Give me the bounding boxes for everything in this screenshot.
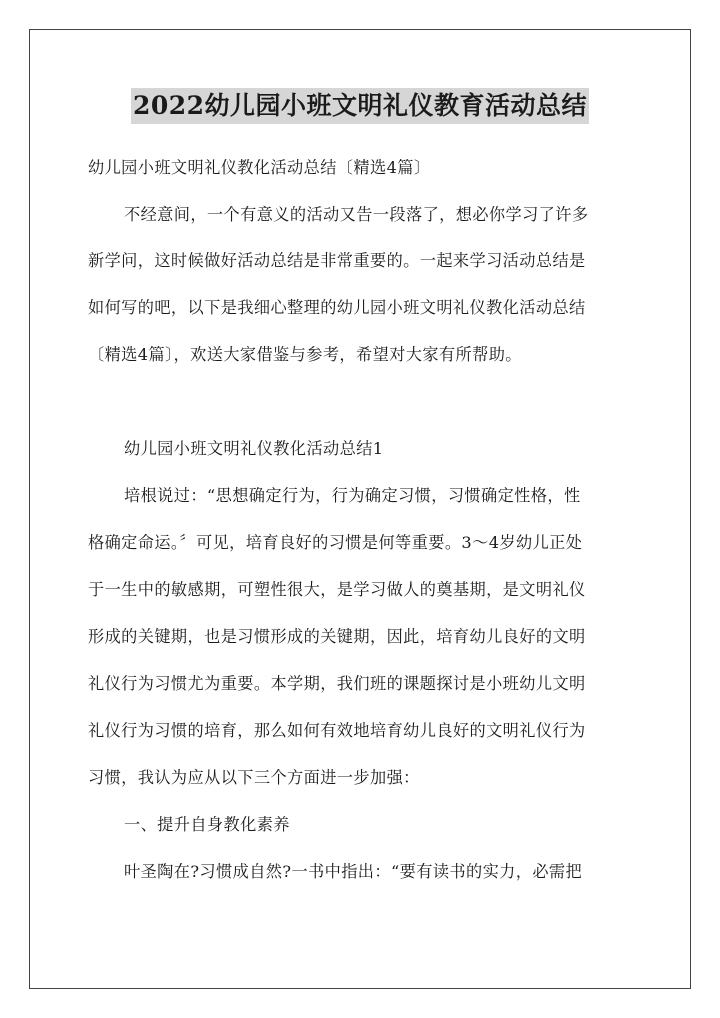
document-title: 2022幼儿园小班文明礼仪教育活动总结 [131, 88, 589, 124]
title-container [0, 88, 720, 124]
paragraph-line: 新学问，这时候做好活动总结是非常重要的。一起来学习活动总结是 [88, 251, 586, 270]
paragraph-line: 〔精选4篇〕，欢送大家借鉴与参考，希望对大家有所帮助。 [88, 345, 522, 364]
paragraph-line: 培根说过：“思想确定行为，行为确定习惯，习惯确定性格，性 [124, 486, 581, 505]
paragraph-line: 如何写的吧，以下是我细心整理的幼儿园小班文明礼仪教化活动总结 [88, 298, 586, 317]
paragraph-line: 格确定命运。〞可见，培育良好的习惯是何等重要。3～4岁幼儿正处 [88, 533, 583, 552]
subtitle-line: 幼儿园小班文明礼仪教化活动总结〔精选4篇〕 [88, 158, 431, 177]
paragraph-line: 形成的关键期，也是习惯形成的关键期，因此，培育幼儿良好的文明 [88, 627, 586, 646]
subsection-heading: 一、提升自身教化素养 [124, 815, 290, 834]
paragraph-line: 于一生中的敏感期，可塑性很大，是学习做人的奠基期，是文明礼仪 [88, 580, 586, 599]
paragraph-line: 礼仪行为习惯尤为重要。本学期，我们班的课题探讨是小班幼儿文明 [88, 674, 586, 693]
paragraph-line: 叶圣陶在?习惯成自然?一书中指出：“要有读书的实力，必需把 [124, 862, 583, 881]
paragraph-line: 礼仪行为习惯的培育，那么如何有效地培育幼儿良好的文明礼仪行为 [88, 721, 586, 740]
paragraph-line: 习惯，我认为应从以下三个方面进一步加强： [88, 768, 420, 787]
section-heading: 幼儿园小班文明礼仪教化活动总结1 [124, 439, 384, 458]
paragraph-line: 不经意间，一个有意义的活动又告一段落了，想必你学习了许多 [124, 205, 589, 224]
